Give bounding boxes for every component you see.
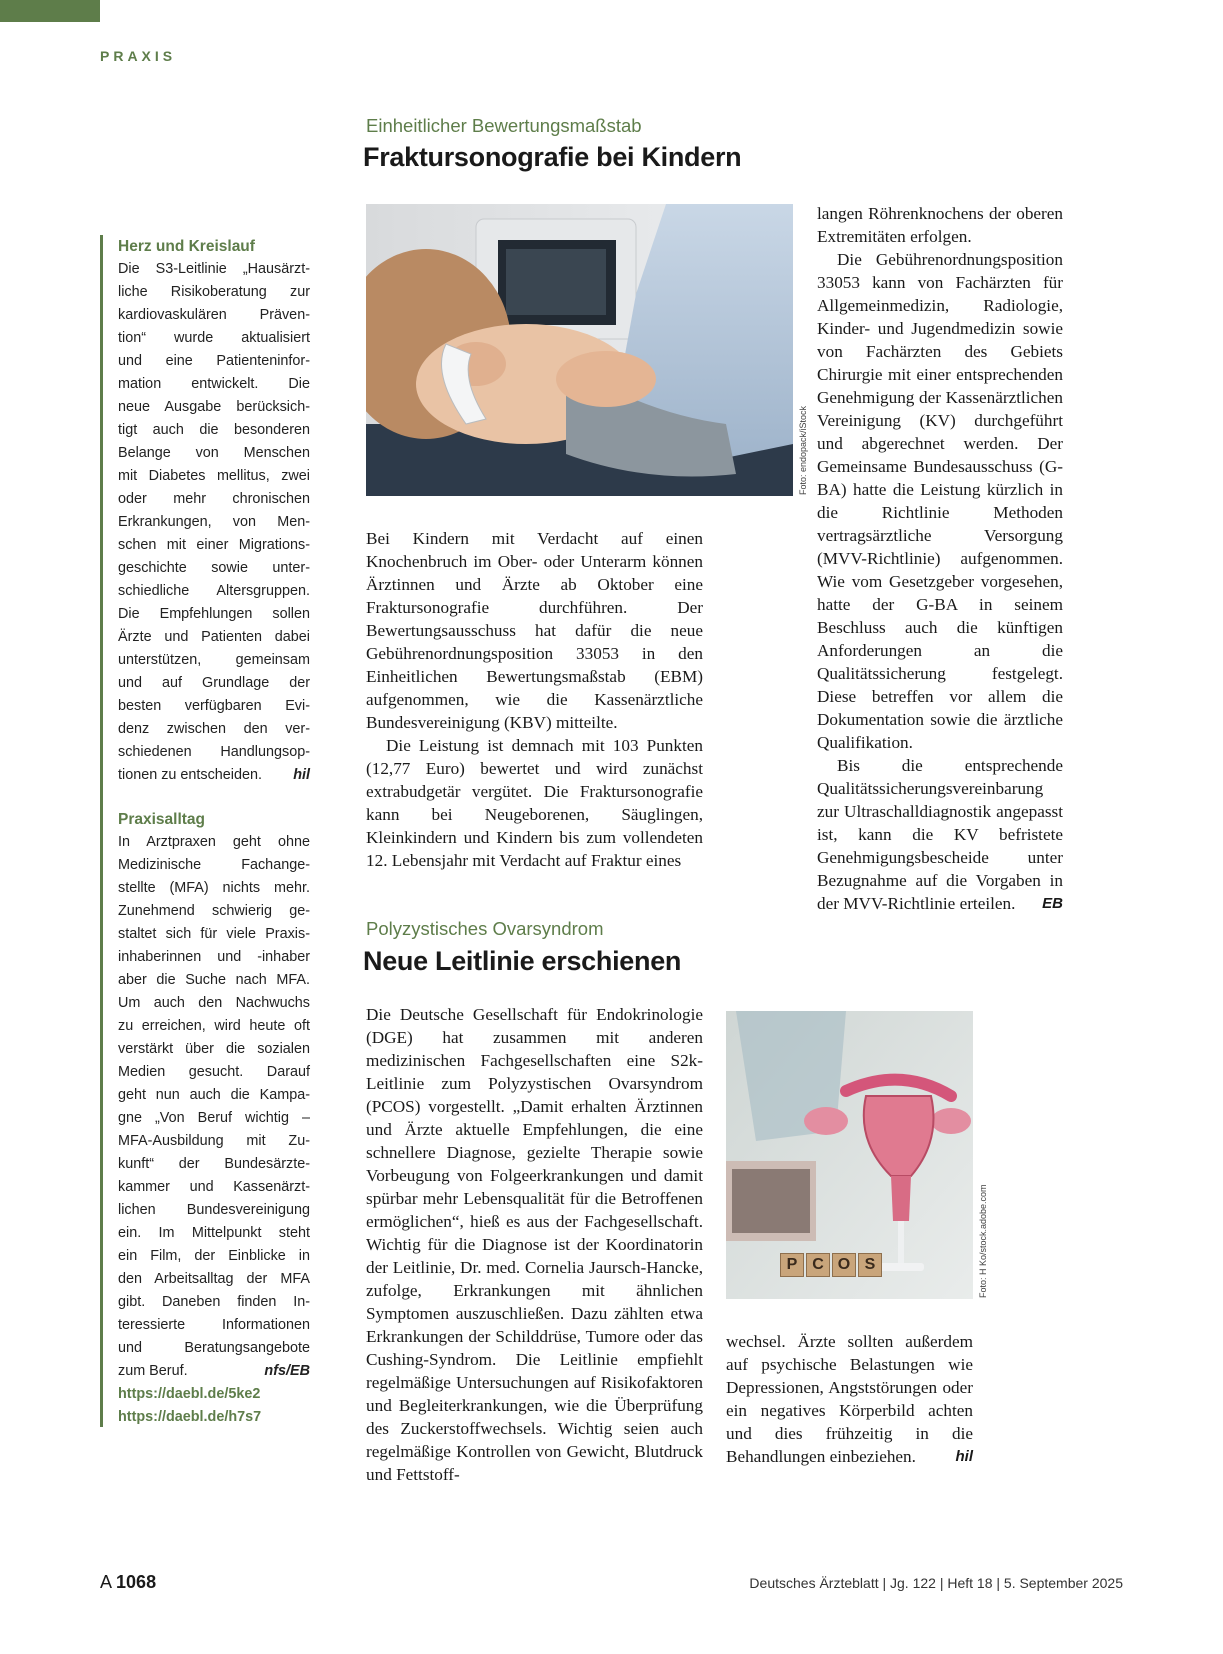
article1-photo-credit: Foto: endopack/iStock [798,405,808,495]
pcos-tile-o: O [832,1253,856,1277]
article2-signature: hil [955,1448,973,1465]
sidebar-item1-line: Erkrankungen, von Men- [118,514,310,530]
sidebar-item1-line: und auf Grundlage der [118,675,310,691]
sidebar-item1-line: mation entwickelt. Die [118,376,310,392]
sidebar-item2-line: Zunehmend schwierig ge- [118,903,310,919]
sidebar-item1-line: geschichte sowie unter- [118,560,310,576]
article1-col2-para2: Die Gebührenordnungsposition 33053 kann von Fachärzten für Allgemeinmedizin, Radiologie, Kinder- und Jugendmedizin sowie von Fachärzten des Gebiets Chirurgie mit einer entsprechenden Genehmigung der Kassenärztlichen Vereinigung (KV) durchgeführt und abgerechnet werden. Der Gemeinsame Bundesausschuss (G-BA) hatte die Leistung kürzlich in die Richtlinie Methoden vertragsärztliche Versorgung (MVV-Richtlinie) aufgenommen. Wie vom Gesetzgeber vorgesehen, hatte der G-BA in seinem Beschluss auch die künftigen Anforderungen an die Qualitätssicherung festgelegt. Diese betreffen vor allem die Dokumentation sowie die ärztliche Qualifikation. [817,250,1063,752]
article2-column2 [726,1330,973,1468]
sidebar-item2-line: zu erreichen, wird heute oft [118,1018,310,1034]
pcos-tiles [780,1253,882,1277]
sidebar-item2-line: Medien gesucht. Darauf [118,1064,310,1080]
sidebar-item1-line: Ärzte und Patienten dabei [118,629,310,645]
article2-kicker: Polyzystisches Ovarsyndrom [366,918,604,939]
article1-col2-para1: langen Röhrenknochens der oberen Extremitäten erfolgen. [817,204,1063,246]
sidebar-item1-line: Belange von Menschen [118,445,310,461]
page-number [100,1572,156,1593]
sidebar-item2-line: den Arbeitsalltag der MFA [118,1271,310,1287]
sidebar-item1-line: schen mit einer Migrations- [118,537,310,553]
sidebar-item2-line: und Beratungsangebote [118,1340,310,1356]
sidebar-item1-line: mit Diabetes mellitus, zwei [118,468,310,484]
sidebar-item1-line: besten verfügbaren Evi- [118,698,310,714]
section-label: PRAXIS [100,48,177,64]
sidebar-item2-line: aber die Suche nach MFA. [118,972,310,988]
sidebar-item1-signature: hil [293,767,310,783]
sidebar-item2-line: inhaberinnen und -inhaber [118,949,310,965]
article1-col1-para2: Die Leistung ist demnach mit 103 Punkten (12,77 Euro) bewertet und wird zunächst extrabudgetär vergütet. Die Fraktursonografie kann bei Neugeborenen, Säuglingen, Kleinkindern und Kindern bis zum vollendeten 12. Lebensjahr mit Verdacht auf Fraktur eines [366,736,703,870]
article2-col2-para1 [726,1330,973,1468]
news-sidebar [100,235,310,1427]
article1-col2-para3 [817,754,1063,915]
sidebar-item2-line: In Arztpraxen geht ohne [118,834,310,850]
journal-info: Deutsches Ärzteblatt | Jg. 122 | Heft 18 | 5. September 2025 [749,1575,1123,1591]
sidebar-item1-text [118,258,310,764]
sidebar-item2-line: MFA-Ausbildung mit Zu- [118,1133,310,1149]
sidebar-item1-line: oder mehr chronischen [118,491,310,507]
pcos-tile-p: P [780,1253,804,1277]
sidebar-item2-line: verstärkt über die sozialen [118,1041,310,1057]
article2-column1 [366,1003,703,1486]
article1-col1-para1: Bei Kindern mit Verdacht auf einen Knochenbruch im Ober- oder Unterarm können Ärztinnen und Ärzte ab Oktober eine Fraktursonografie durchführen. Der Bewertungsausschuss hat dafür die neue Gebührenordnungsposition 33053 in den Einheitlichen Bewertungsmaßstab (EBM) aufgenommen, wie die Kassenärztliche Bundesvereinigung (KBV) mitteilte. [366,529,703,732]
sidebar-item2-line: Medizinische Fachange- [118,857,310,873]
sidebar-item1-line: liche Risikoberatung zur [118,284,310,300]
article1-headline: Fraktursonografie bei Kindern [363,142,742,172]
sidebar-item2-line: ein. Im Mittelpunkt steht [118,1225,310,1241]
sidebar-item1-line: denz zwischen den ver- [118,721,310,737]
sidebar-item2-line: teressierte Informationen [118,1317,310,1333]
sidebar-item2-last-text: zum Beruf. [118,1363,188,1379]
sidebar-item2-last-line [118,1360,310,1383]
sidebar-item2-line: stellte (MFA) nichts mehr. [118,880,310,896]
sidebar-item2-text [118,831,310,1360]
sidebar-item1-line: neue Ausgabe berücksich- [118,399,310,415]
article1-col2-para3-text: Bis die entsprechende Qualitätssicherungsvereinbarung zur Ultraschalldiagnostik angepasst ist, kann die KV befristete Genehmigungsbescheide unter Bezugnahme auf die Vorgaben in der MVV-Richtlinie erteilen. [817,756,1063,913]
sidebar-item1-line: und eine Patienteninfor- [118,353,310,369]
sidebar-item2-line: staltet sich für viele Praxis- [118,926,310,942]
sidebar-item1-line: Die Empfehlungen sollen [118,606,310,622]
article1-column2 [817,202,1063,915]
sidebar-link-1[interactable]: https://daebl.de/5ke2 [118,1386,261,1402]
sidebar-item1-line: unterstützen, gemeinsam [118,652,310,668]
sidebar-item1-title: Herz und Kreislauf [118,238,255,255]
pcos-tile-c: C [806,1253,830,1277]
article1-kicker: Einheitlicher Bewertungsmaßstab [366,115,642,136]
page-prefix: A [100,1572,112,1592]
sidebar-item2-line: Um auch den Nachwuchs [118,995,310,1011]
article2-photo-credit: Foto: H Ko/stock.adobe.com [978,1184,988,1298]
sidebar-item1-line: kardiovaskulären Präven- [118,307,310,323]
sidebar-item2-line: gne „Von Beruf wichtig – [118,1110,310,1126]
header-accent-bar [0,0,100,22]
sidebar-item2-title: Praxisalltag [118,811,206,828]
sidebar-item2-line: geht nun auch die Kampa- [118,1087,310,1103]
article2-col2-text: wechsel. Ärzte sollten außerdem auf psychische Belastungen wie Depressionen, Angststörungen oder ein negatives Körperbild achten und dies frühzeitig in die Behandlungen einbeziehen. [726,1332,973,1466]
sidebar-item1-line: Die S3-Leitlinie „Hausärzt- [118,261,310,277]
article2-col1-para1: Die Deutsche Gesellschaft für Endokrinologie (DGE) hat zusammen mit anderen medizinischen Fachgesellschaften eine S2k-Leitlinie zum Polyzystischen Ovarsyndrom (PCOS) vorgestellt. „Damit erhalten Ärztinnen und Ärzte aktuelle Empfehlungen, die eine schnellere Diagnose, gezielte Therapie sowie Vorbeugung von Folgeerkrankungen und damit spürbar mehr Lebensqualität für die Betroffenen ermöglichen“, hieß es aus der Fachgesellschaft. Wichtig für die Diagnose ist der Koordinatorin der Leitlinie, Dr. med. Cornelia Jaursch-Hancke, zufolge, Erkrankungen mit ähnlichen Symptomen auszuschließen. Dazu zählten etwa Erkrankungen der Schilddrüse, Tumore oder das Cushing-Syndrom. Die Leitlinie empfiehlt regelmäßige Untersuchungen auf Risikofaktoren und Begleiterkrankungen, wie die Überprüfung des Zuckerstoffwechsels. Wichtig seien auch regelmäßige Kontrollen von Gewicht, Blutdruck und Fettstoff- [366,1005,703,1484]
sidebar-item2-line: ein Film, der Einblicke in [118,1248,310,1264]
sidebar-link-2[interactable]: https://daebl.de/h7s7 [118,1409,262,1425]
sidebar-item2-line: gibt. Daneben finden In- [118,1294,310,1310]
sidebar-item2-line: kammer und Kassenärzt- [118,1179,310,1195]
pcos-tile-s: S [858,1253,882,1277]
article2-headline: Neue Leitlinie erschienen [363,946,682,976]
sidebar-item1-line: tion“ wurde aktualisiert [118,330,310,346]
sidebar-item2-line: kunft“ der Bundesärzte- [118,1156,310,1172]
sidebar-item1-line: schiedliche Altersgruppen. [118,583,310,599]
sidebar-item1-last-line [118,764,310,787]
sidebar-item2-signature: nfs/EB [264,1363,310,1379]
sidebar-item1-line: tigt auch die besonderen [118,422,310,438]
article1-signature: EB [1042,895,1063,912]
sidebar-item2-line: lichen Bundesvereinigung [118,1202,310,1218]
sidebar-item1-last-text: tionen zu entscheiden. [118,767,263,783]
sidebar-item1-line: schiedenen Handlungsop- [118,744,310,760]
page-number-value: 1068 [116,1572,157,1592]
ultrasound-photo [366,204,793,496]
article1-column1 [366,527,703,872]
